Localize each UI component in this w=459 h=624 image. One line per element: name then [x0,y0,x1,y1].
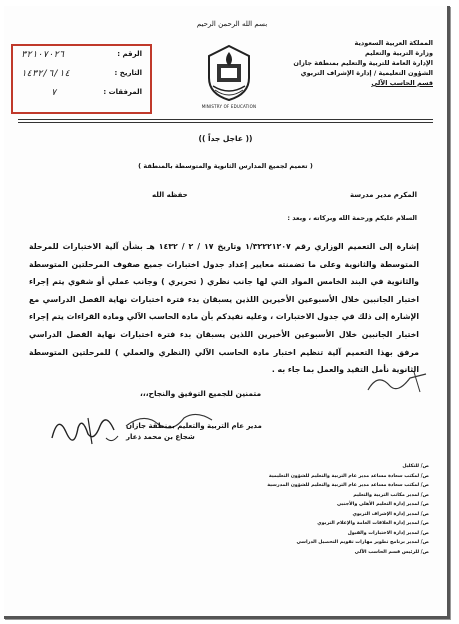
letter-body [29,238,419,379]
closing-line: متمنين للجميع التوفيق والنجاح،،، [140,389,262,398]
reference-attachments-label: المرفقات : [103,88,142,96]
letterhead-right [263,38,433,88]
copy-recipient: ص/ لمدير إدارة الإشراف التربوي [352,511,429,517]
logo-caption: MINISTRY OF EDUCATION [201,104,257,109]
letterhead-line: وزارة التربية والتعليم [365,49,433,57]
ministry-logo [197,42,261,116]
signatory-title: مدير عام التربية والتعليم بمنطقة جازان [126,422,262,430]
reference-date-row [13,69,150,85]
letterhead-line: الإدارة العامة للتربية والتعليم بمنطقة جازان [293,59,433,67]
reference-number-value: ٣٢١٠٧٠٢٦ [21,50,65,60]
letterhead-line: الشؤون التعليمية / إدارة الإشراف التربوي [300,69,433,77]
reference-date-label: التاريخ : [114,69,142,77]
document-page [4,6,450,619]
copy-recipient: ص/ لمدير إدارة التعليم الأهلي والأجنبي [336,502,429,507]
handwritten-signature-icon [48,408,122,448]
margin-note-icon [364,368,434,396]
reference-attachments-value: ٧ [51,88,57,98]
greeting: السلام عليكم ورحمة الله وبركاته ، وبعد : [287,214,417,222]
copy-recipient: ص/ للتكليل [402,464,429,469]
reference-attachments-row [13,88,150,104]
copies-list [199,462,429,557]
letterhead-line: المملكة العربية السعودية [354,39,433,47]
body-paragraph: إشارة إلى التعميم الوزاري رقم ١/٣٢٢٢١٢٠٧ وتاريخ ١٧ / ٢ / ١٤٣٢ هـ بشأن آلية الاختبارات للمرحلة المتوسطة والثانوية وعلى ما تضمنته معايير إعداد جدول اختبارات جميع صفوف المرحلتين المتوسطة والثانوية في البند الخامس المواد التي لها جانب نظري ( تحريري ) وجانب عملي أو شفوي يتم إجراء اختبار الجانبين خلال الأسبوعين الأخيرين اللذين يسبقان بدء فترة اختبارات نهاية الفصل الدراسي مع الإشارة إلى ذلك في جدول الاختبارات ، وعليه نفيدكم بأن مادة الحاسب الآلي ومادة القراءات يتم إجراء اختبار الجانبين خلال الأسبوعين الأخيرين اللذين يسبقان بدء فترة اختبارات نهاية الفصل الدراسي مرفق بهذا التعميم آلية تنظيم اختبار مادة الحاسب الآلي (النظري والعملي ) للمرحلتين المتوسطة الثانوية نأمل التقيد والعمل بما جاء به . [29,242,419,375]
letterhead-line: قسم الحاسب الآلي [371,79,433,87]
bismillah: بسم الله الرحمن الرحيم [196,20,268,28]
reference-number-label: الرقم : [117,50,142,58]
signatory-name: شجاع بن محمد ذعار [126,433,195,441]
header-divider [18,119,433,120]
reference-box [11,44,152,114]
copy-recipient: ص/ لمكتب سعادة مساعد مدير عام التربية والتعليم للشؤون التعليمية [268,473,429,479]
header-divider [18,122,433,123]
honorific: حفظه الله [152,191,188,199]
copy-recipient: ص/ لمدير برنامج تطوير مهارات تقويم التحصيل الدراسي [296,540,429,545]
circular-subject: ( تعميم لجميع المدارس الثانوية والمتوسطة بالمنطقة ) [138,162,313,170]
reference-number-row [13,50,150,66]
ministry-emblem-icon [197,42,261,104]
urgent-label: (( عاجل جداً )) [198,134,253,143]
reference-date-value: ١٤٣٢/٦/١٤ [21,69,70,79]
copy-recipient: ص/ لمدير إدارة العلاقات العامة والإعلام التربوي [317,521,429,526]
copy-recipient: ص/ لمكتب سعادة مساعد مدير عام التربية والتعليم للشؤون المدرسية [267,483,429,488]
copy-recipient: ص/ لمدير مكاتب التربية والتعليم [353,492,429,498]
addressee: المكرم مدير مدرسة [349,191,417,199]
copy-recipient: ص/ للرئيس قسم الحاسب الآلي [354,549,429,555]
copy-recipient: ص/ لمدير إدارة الاختبارات والقبول [347,530,429,536]
signature-scribble-icon [124,408,214,434]
